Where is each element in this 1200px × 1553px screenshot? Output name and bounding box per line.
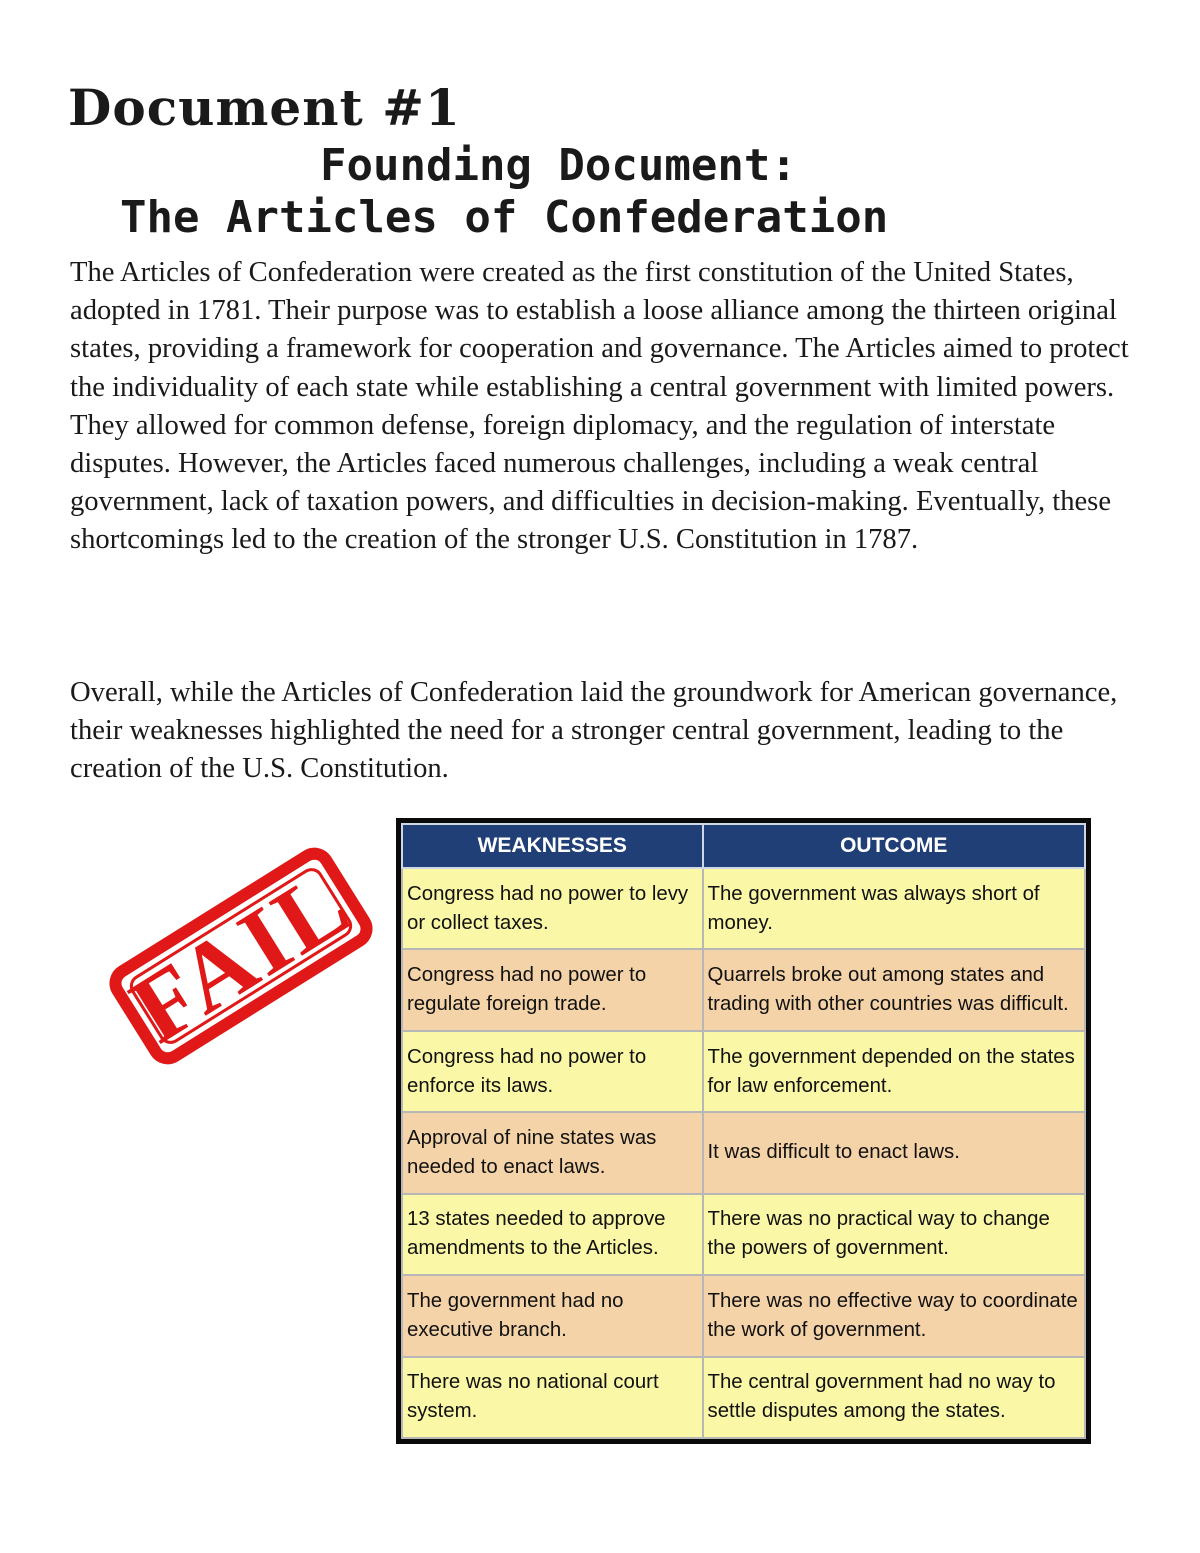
weaknesses-table [396, 818, 1091, 1444]
outcome-cell: There was no practical way to change the powers of government. [703, 1194, 1085, 1275]
table-row [402, 1275, 1085, 1356]
weakness-cell: 13 states needed to approve amendments to the Articles. [402, 1194, 703, 1275]
outcome-cell: The government depended on the states for law enforcement. [703, 1031, 1085, 1112]
outcome-cell: There was no effective way to coordinate the work of government. [703, 1275, 1085, 1356]
weakness-cell: The government had no executive branch. [402, 1275, 703, 1356]
summary-paragraph: Overall, while the Articles of Confederation laid the groundwork for American governance, their weaknesses highlighted the need for a stronger central government, leading to the creation of the U.S. Constitution. [70, 677, 1118, 785]
fail-stamp [102, 840, 380, 1072]
outcome-cell: Quarrels broke out among states and trading with other countries was difficult. [703, 949, 1085, 1030]
header-outcome: OUTCOME [703, 824, 1085, 868]
weakness-cell: Congress had no power to levy or collect taxes. [402, 868, 703, 949]
table-header-row [402, 824, 1085, 868]
weakness-cell: There was no national court system. [402, 1357, 703, 1438]
page-title-line-2: The Articles of Confederation [120, 192, 889, 243]
outcome-cell: It was difficult to enact laws. [703, 1112, 1085, 1193]
fail-stamp-text: FAIL [113, 848, 369, 1064]
table-row [402, 1194, 1085, 1275]
table-row [402, 1357, 1085, 1438]
table-row [402, 1031, 1085, 1112]
document-number-label: Document #1 [68, 78, 461, 137]
weakness-cell: Approval of nine states was needed to enact laws. [402, 1112, 703, 1193]
table-row [402, 949, 1085, 1030]
weakness-cell: Congress had no power to regulate foreign trade. [402, 949, 703, 1030]
weakness-cell: Congress had no power to enforce its laws. [402, 1031, 703, 1112]
table-row [402, 868, 1085, 949]
intro-paragraph: The Articles of Confederation were created as the first constitution of the United States, adopted in 1781. Their purpose was to establish a loose alliance among the thirteen original states, providing a framework for cooperation and governance. The Articles aimed to protect the individuality of each state while establishing a central government with limited powers. They allowed for common defense, foreign diplomacy, and the regulation of interstate disputes. However, the Articles faced numerous challenges, including a weak central government, lack of taxation powers, and difficulties in decision-making. Eventually, these shortcomings led to the creation of the stronger U.S. Constitution in 1787. [70, 257, 1129, 556]
page-title-line-1: Founding Document: [320, 140, 797, 191]
outcome-cell: The government was always short of money. [703, 868, 1085, 949]
header-weaknesses: WEAKNESSES [402, 824, 703, 868]
table-row [402, 1112, 1085, 1193]
outcome-cell: The central government had no way to settle disputes among the states. [703, 1357, 1085, 1438]
